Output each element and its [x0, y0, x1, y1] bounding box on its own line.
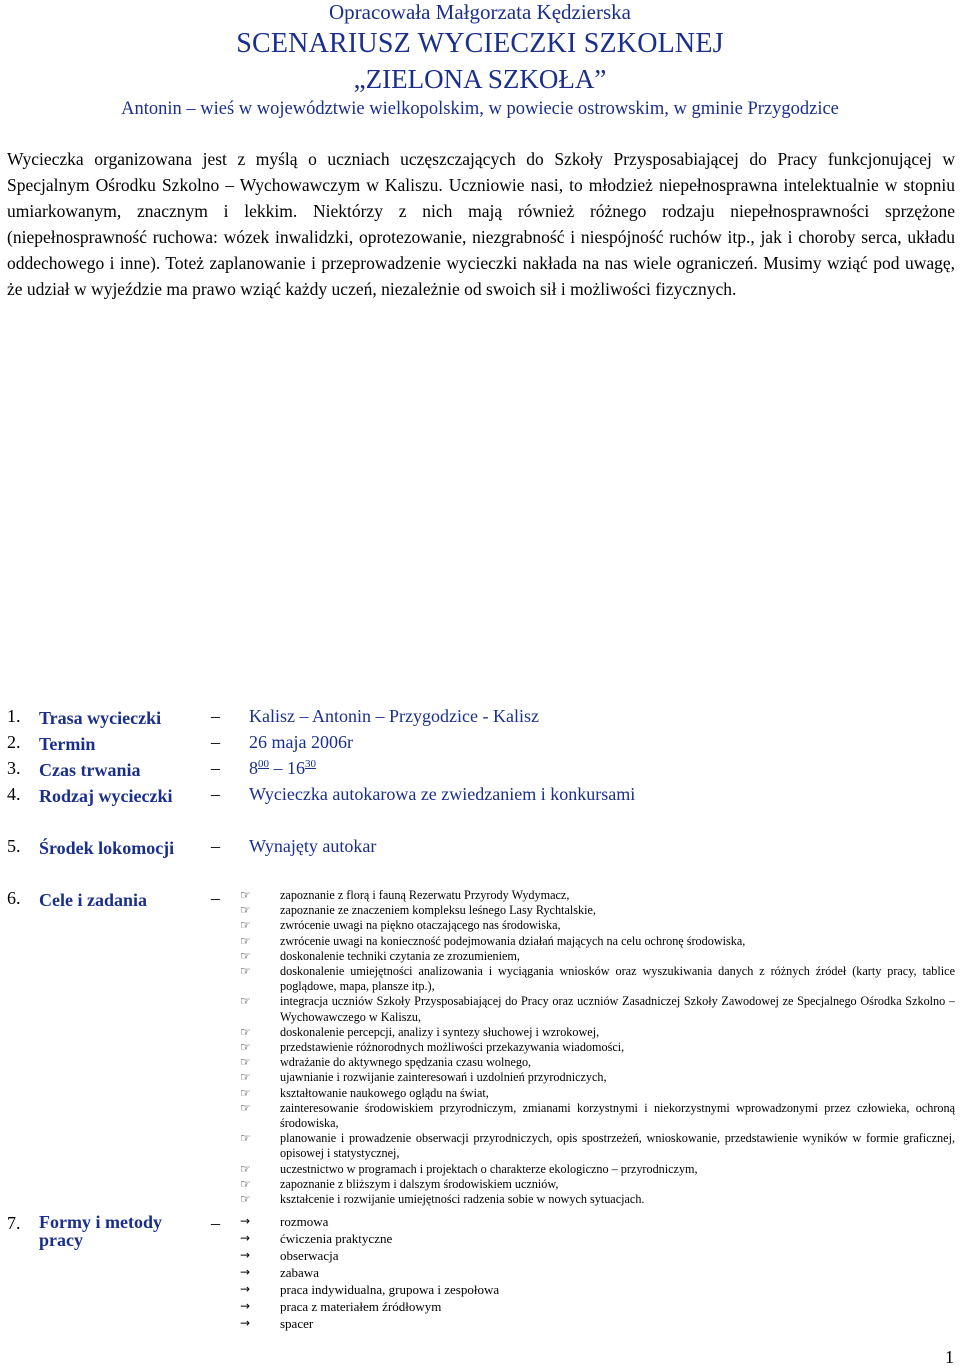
method-text: zabawa	[280, 1265, 319, 1281]
goal-text: przedstawienie różnorodnych możliwości przekazywania wiadomości,	[280, 1040, 625, 1054]
goal-text: zapoznanie z bliższym i dalszym środowiskiem uczniów,	[280, 1176, 559, 1191]
arrow-right-icon: →	[240, 1316, 251, 1331]
author-line: Opracowała Małgorzata Kędzierska	[328, 0, 631, 24]
item-number: 6.	[7, 888, 21, 908]
goal-text: zapoznanie ze znaczeniem kompleksu leśnego Lasy Rychtalskie,	[280, 903, 596, 918]
goal-text: integracja uczniów Szkoły Przysposabiającej do Pracy oraz uczniów Zasadniczej Szkoły Zawodowej ze Specjalnego Ośrodka Szkolno – Wychowawczego w Kaliszu,	[280, 994, 955, 1024]
pointing-hand-icon: ☞	[240, 1131, 251, 1146]
document-subtitle-quoted: „ZIELONA SZKOŁA”	[353, 64, 607, 94]
method-text: praca z materiałem źródłowym	[280, 1299, 442, 1315]
item-value: 26 maja 2006r	[249, 732, 353, 752]
document-title: SCENARIUSZ WYCIECZKI SZKOLNEJ	[236, 28, 724, 59]
location-subtitle: Antonin – wieś w województwie wielkopolskim, w powiecie ostrowskim, w gminie Przygodzice	[121, 99, 839, 119]
item-number: 3.	[7, 758, 21, 778]
item-dash: –	[211, 784, 220, 804]
item-dash: –	[211, 1213, 220, 1234]
arrow-right-icon: →	[240, 1299, 251, 1314]
item-dash: –	[211, 732, 220, 752]
pointing-hand-icon: ☞	[240, 1024, 251, 1039]
goal-text: zainteresowanie środowiskiem przyrodniczym, zmianami korzystnymi i niekorzystnymi wprowadzonymi przez człowieka, ochroną środowiska,	[280, 1100, 955, 1130]
arrow-right-icon: →	[240, 1231, 251, 1246]
item-number: 7.	[7, 1213, 21, 1234]
item-value: Wynajęty autokar	[249, 836, 377, 856]
item-number: 4.	[7, 784, 21, 804]
pointing-hand-icon: ☞	[240, 1176, 251, 1191]
time-end-minutes: 30	[305, 758, 316, 770]
method-text: ćwiczenia praktyczne	[280, 1231, 393, 1247]
pointing-hand-icon: ☞	[240, 964, 251, 978]
item-label: Cele i zadania	[39, 890, 147, 910]
goal-text: planowanie i prowadzenie obserwacji przyrodniczych, opis spostrzeżeń, wnioskowanie, przedstawienie wyników w formie graficznej, opisowej i statystycznej,	[280, 1131, 955, 1161]
pointing-hand-icon: ☞	[240, 1040, 251, 1054]
pointing-hand-icon: ☞	[240, 1070, 251, 1085]
item-label: Środek lokomocji	[39, 838, 175, 858]
time-start: 8	[249, 758, 258, 778]
item-label: Termin	[39, 734, 96, 754]
item-number: 2.	[7, 732, 21, 752]
time-separator: – 16	[269, 758, 305, 778]
method-text: obserwacja	[280, 1248, 339, 1264]
pointing-hand-icon: ☞	[240, 918, 251, 933]
goal-text: zwrócenie uwagi na piękno otaczającego nas środowiska,	[280, 918, 561, 933]
arrow-right-icon: →	[240, 1214, 251, 1229]
item-label: Rodzaj wycieczki	[39, 786, 173, 806]
method-text: praca indywidualna, grupowa i zespołowa	[280, 1282, 500, 1298]
pointing-hand-icon: ☞	[240, 1161, 251, 1176]
item-dash: –	[211, 758, 220, 778]
method-text: spacer	[280, 1316, 314, 1332]
item-label: Trasa wycieczki	[39, 708, 162, 728]
goal-text: kształcenie i rozwijanie umiejętności radzenia sobie w nowych sytuacjach.	[280, 1192, 645, 1206]
pointing-hand-icon: ☞	[240, 888, 251, 902]
goal-text: doskonalenie umiejętności analizowania i wyciągania wniosków oraz wyszukiwania danych z różnych źródeł (karty pracy, tablice poglądowe, mapa, plansze itp.),	[280, 964, 955, 994]
goal-text: wdrażanie do aktywnego spędzania czasu wolnego,	[280, 1055, 532, 1070]
pointing-hand-icon: ☞	[240, 933, 251, 948]
item-label: Czas trwania	[39, 760, 141, 780]
arrow-right-icon: →	[240, 1265, 251, 1280]
arrow-right-icon: →	[240, 1248, 251, 1263]
pointing-hand-icon: ☞	[240, 1055, 251, 1070]
arrow-right-icon: →	[240, 1282, 251, 1297]
goal-text: doskonalenie percepcji, analizy i syntezy słuchowej i wzrokowej,	[280, 1024, 600, 1039]
pointing-hand-icon: ☞	[240, 903, 251, 918]
pointing-hand-icon: ☞	[240, 994, 251, 1009]
time-start-minutes: 00	[258, 758, 269, 770]
item-value: Wycieczka autokarowa ze zwiedzaniem i konkursami	[249, 784, 636, 804]
item-dash: –	[211, 888, 220, 908]
page-number: 1	[945, 1347, 954, 1367]
goal-text: doskonalenie techniki czytania ze zrozumieniem,	[280, 948, 520, 963]
item-number: 1.	[7, 706, 21, 726]
item-value: Kalisz – Antonin – Przygodzice - Kalisz	[249, 706, 539, 726]
goal-text: zapoznanie z florą i fauną Rezerwatu Przyrody Wydymacz,	[280, 888, 570, 902]
goal-text: zwrócenie uwagi na konieczność podejmowania działań mających na celu ochronę środowiska,	[280, 933, 746, 948]
pointing-hand-icon: ☞	[240, 1192, 251, 1206]
pointing-hand-icon: ☞	[240, 1085, 251, 1100]
item-dash: –	[211, 836, 220, 856]
method-text: rozmowa	[280, 1214, 329, 1230]
intro-text: Wycieczka organizowana jest z myślą o uczniach uczęszczających do Szkoły Przysposabiającej do Pracy funkcjonującej w Specjalnym Ośrodku Szkolno – Wychowawczym w Kaliszu. Uczniowie nasi, to młodzież niepełnosprawna intelektualnie w stopniu umiarkowanym, znacznym i lekkim. Niektórzy z nich mają również różnego rodzaju niepełnosprawności sprzężone (niepełnosprawność ruchowa: wózek inwalidzki, oprotezowanie, niezgrabność i niespójność ruchów itp., jak i choroby serca, układu oddechowego i inne). Toteż zaplanowanie i przeprowadzenie wycieczki nakłada na nas wiele ograniczeń. Musimy wziąć pod uwagę, że udział w wyjeździe ma prawo wziąć każdy uczeń, niezależnie od swoich sił i możliwości fizycznych.	[7, 149, 955, 299]
pointing-hand-icon: ☞	[240, 1100, 251, 1115]
item-dash: –	[211, 706, 220, 726]
goal-text: ujawnianie i rozwijanie zainteresowań i uzdolnień przyrodniczych,	[280, 1070, 607, 1085]
item-number: 5.	[7, 836, 21, 856]
goal-text: uczestnictwo w programach i projektach o charakterze ekologiczno – przyrodniczym,	[280, 1161, 698, 1176]
item-label: Formy i metody pracy	[39, 1212, 162, 1251]
goal-text: kształtowanie naukowego oglądu na świat,	[280, 1085, 489, 1100]
pointing-hand-icon: ☞	[240, 948, 251, 963]
